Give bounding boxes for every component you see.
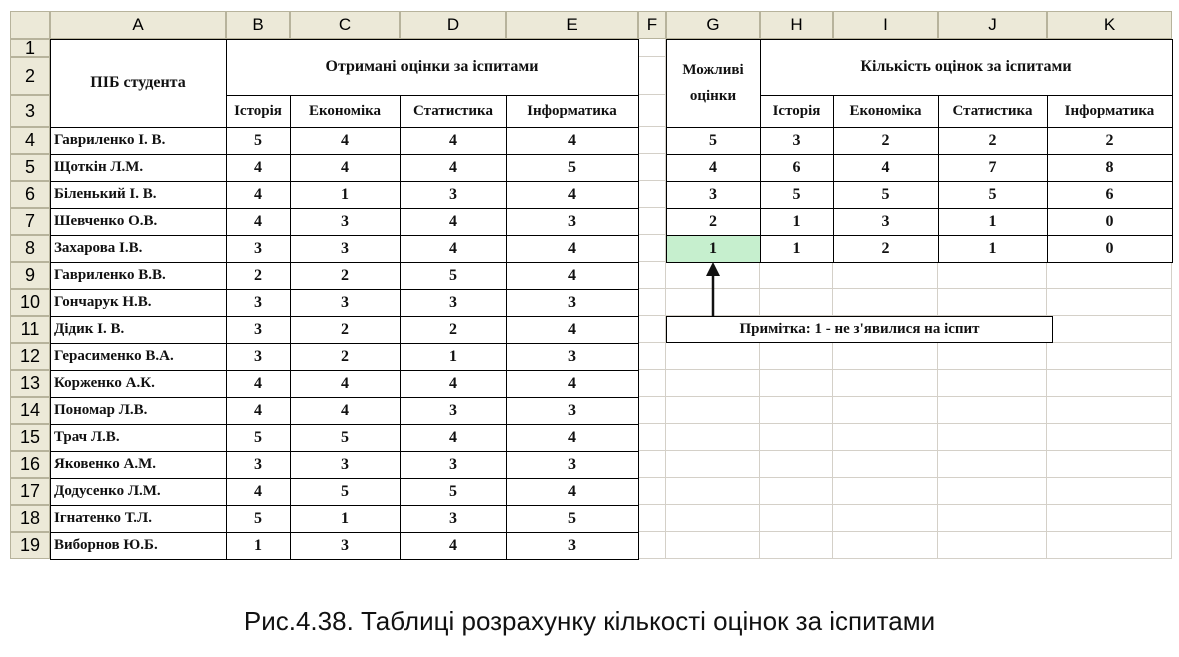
table-border — [400, 127, 507, 155]
count-cell: 3 — [760, 127, 833, 154]
grade-cell: 4 — [400, 370, 506, 397]
count-subject-header: Статистика — [938, 95, 1047, 127]
count-cell: 2 — [1047, 127, 1172, 154]
count-cell: 8 — [1047, 154, 1172, 181]
count-subject-header: Економіка — [833, 95, 938, 127]
table-border — [760, 181, 834, 209]
table-border — [226, 127, 291, 155]
student-name: Гавриленко І. В. — [50, 127, 226, 154]
grade-value: 5 — [666, 127, 760, 154]
grade-value: 2 — [666, 208, 760, 235]
table-border — [226, 478, 291, 506]
table-border — [50, 478, 227, 506]
grades-group-header: Отримані оцінки за іспитами — [226, 39, 638, 95]
table-border — [1047, 208, 1173, 236]
count-cell: 1 — [760, 235, 833, 262]
table-border — [226, 505, 291, 533]
table-border — [290, 451, 401, 479]
table-border — [938, 95, 1048, 128]
table-border — [760, 154, 834, 182]
table-border — [938, 235, 1048, 263]
table-border — [50, 343, 227, 371]
table-border — [666, 39, 761, 128]
count-cell: 2 — [833, 127, 938, 154]
table-border — [290, 397, 401, 425]
figure-caption: Рис.4.38. Таблиці розрахунку кількості оцінок за іспитами — [243, 606, 936, 636]
table-border — [506, 370, 639, 398]
grade-cell: 2 — [226, 262, 290, 289]
count-cell: 2 — [833, 235, 938, 262]
row-header-11[interactable]: 11 — [10, 316, 50, 343]
table-border — [50, 154, 227, 182]
grade-cell: 1 — [226, 532, 290, 559]
grade-cell: 4 — [400, 532, 506, 559]
column-header-k[interactable]: K — [1047, 11, 1172, 39]
grade-cell: 2 — [290, 343, 400, 370]
table-border — [400, 343, 507, 371]
table-border — [50, 208, 227, 236]
grade-cell: 4 — [290, 397, 400, 424]
table-border — [506, 424, 639, 452]
table-border — [1047, 95, 1173, 128]
table-border — [1047, 154, 1173, 182]
note-box: Примітка: 1 - не з'явилися на іспит — [666, 316, 1053, 343]
table-border — [400, 370, 507, 398]
row-header-10[interactable]: 10 — [10, 289, 50, 316]
row-header-6[interactable]: 6 — [10, 181, 50, 208]
table-border — [1047, 181, 1173, 209]
grade-cell: 4 — [506, 262, 638, 289]
grade-cell: 3 — [400, 451, 506, 478]
table-border — [226, 343, 291, 371]
counts-group-header: Кількість оцінок за іспитами — [760, 39, 1172, 95]
spreadsheet — [10, 11, 1172, 574]
count-subject-header: Історія — [760, 95, 833, 127]
table-border — [938, 154, 1048, 182]
grade-cell: 5 — [290, 478, 400, 505]
count-cell: 5 — [938, 181, 1047, 208]
row-header-1[interactable]: 1 — [10, 39, 50, 57]
grade-cell: 3 — [506, 289, 638, 316]
grade-value: 3 — [666, 181, 760, 208]
possible-grades-header-line1: Можливі — [682, 62, 744, 78]
column-header-g[interactable]: G — [666, 11, 760, 39]
count-cell: 7 — [938, 154, 1047, 181]
grade-value-selected: 1 — [666, 235, 760, 262]
table-border — [666, 127, 761, 155]
count-cell: 5 — [833, 181, 938, 208]
student-name: Захарова І.В. — [50, 235, 226, 262]
table-border — [290, 127, 401, 155]
table-border — [290, 262, 401, 290]
column-header-j[interactable]: J — [938, 11, 1047, 39]
student-name: Трач Л.В. — [50, 424, 226, 451]
grade-cell: 3 — [290, 532, 400, 559]
student-name: Щоткін Л.М. — [50, 154, 226, 181]
table-border — [400, 505, 507, 533]
grade-cell: 5 — [506, 154, 638, 181]
grade-cell: 2 — [400, 316, 506, 343]
table-border — [400, 208, 507, 236]
table-border — [833, 208, 939, 236]
table-border — [226, 95, 291, 128]
table-border — [400, 451, 507, 479]
table-border — [226, 181, 291, 209]
student-name: Шевченко О.В. — [50, 208, 226, 235]
grade-cell: 2 — [290, 262, 400, 289]
table-border — [506, 397, 639, 425]
table-border — [938, 208, 1048, 236]
table-border — [226, 370, 291, 398]
table-border — [290, 478, 401, 506]
grade-cell: 1 — [400, 343, 506, 370]
grade-cell: 4 — [226, 181, 290, 208]
student-name: Виборнов Ю.Б. — [50, 532, 226, 559]
grade-cell: 3 — [400, 505, 506, 532]
column-header-c[interactable]: C — [290, 11, 400, 39]
table-border — [50, 316, 227, 344]
student-name: Герасименко В.А. — [50, 343, 226, 370]
grade-cell: 3 — [226, 316, 290, 343]
grade-cell: 4 — [506, 370, 638, 397]
table-border — [50, 505, 227, 533]
student-name: Дідик І. В. — [50, 316, 226, 343]
grade-cell: 3 — [290, 289, 400, 316]
table-border — [226, 235, 291, 263]
grade-cell: 3 — [290, 235, 400, 262]
table-border — [666, 208, 761, 236]
table-border — [506, 316, 639, 344]
table-border — [226, 397, 291, 425]
count-cell: 6 — [1047, 181, 1172, 208]
row-header-17[interactable]: 17 — [10, 478, 50, 505]
grade-cell: 4 — [400, 424, 506, 451]
student-name: Гавриленко В.В. — [50, 262, 226, 289]
table-border — [226, 39, 639, 96]
count-cell: 1 — [760, 208, 833, 235]
grade-cell: 3 — [506, 208, 638, 235]
grade-cell: 4 — [506, 127, 638, 154]
table-border — [290, 95, 401, 128]
table-border — [833, 95, 939, 128]
grade-cell: 5 — [400, 478, 506, 505]
grade-cell: 3 — [400, 397, 506, 424]
table-border — [833, 154, 939, 182]
grade-cell: 4 — [226, 370, 290, 397]
table-border — [506, 208, 639, 236]
table-border — [290, 181, 401, 209]
grade-cell: 3 — [506, 343, 638, 370]
table-border — [226, 262, 291, 290]
table-border — [50, 262, 227, 290]
count-cell: 5 — [760, 181, 833, 208]
table-border — [760, 208, 834, 236]
subject-header: Історія — [226, 95, 290, 127]
table-border — [400, 532, 507, 560]
table-border — [760, 95, 834, 128]
count-cell: 6 — [760, 154, 833, 181]
grade-cell: 3 — [400, 181, 506, 208]
grade-cell: 1 — [290, 181, 400, 208]
grade-cell: 4 — [226, 478, 290, 505]
row-header-8[interactable]: 8 — [10, 235, 50, 262]
count-cell: 0 — [1047, 235, 1172, 262]
table-border — [50, 127, 227, 155]
count-cell: 3 — [833, 208, 938, 235]
grade-value: 4 — [666, 154, 760, 181]
row-header-15[interactable]: 15 — [10, 424, 50, 451]
grade-cell: 3 — [506, 532, 638, 559]
column-header-f[interactable]: F — [638, 11, 666, 39]
table-border — [666, 154, 761, 182]
row-header-9[interactable]: 9 — [10, 262, 50, 289]
student-name: Яковенко А.М. — [50, 451, 226, 478]
table-border — [290, 316, 401, 344]
table-border — [506, 235, 639, 263]
table-border — [400, 181, 507, 209]
row-header-18[interactable]: 18 — [10, 505, 50, 532]
table-border — [666, 181, 761, 209]
table-border — [290, 505, 401, 533]
column-header-e[interactable]: E — [506, 11, 638, 39]
table-border — [760, 235, 834, 263]
table-border — [506, 478, 639, 506]
table-border — [833, 235, 939, 263]
row-header-14[interactable]: 14 — [10, 397, 50, 424]
table-border — [50, 370, 227, 398]
grade-cell: 3 — [506, 451, 638, 478]
count-cell: 4 — [833, 154, 938, 181]
count-cell: 0 — [1047, 208, 1172, 235]
grade-cell: 4 — [506, 316, 638, 343]
table-border — [400, 316, 507, 344]
table-border — [506, 154, 639, 182]
grade-cell: 3 — [226, 343, 290, 370]
table-border — [290, 343, 401, 371]
arrow-head — [706, 262, 720, 276]
grade-cell: 4 — [400, 208, 506, 235]
table-border — [506, 127, 639, 155]
column-header-h[interactable]: H — [760, 11, 833, 39]
grade-cell: 4 — [400, 235, 506, 262]
table-border — [290, 370, 401, 398]
subject-header: Економіка — [290, 95, 400, 127]
select-all-corner[interactable] — [10, 11, 50, 39]
count-cell: 1 — [938, 235, 1047, 262]
grade-cell: 4 — [506, 478, 638, 505]
grade-cell: 3 — [226, 235, 290, 262]
table-border — [666, 235, 761, 263]
row-header-2[interactable]: 2 — [10, 57, 50, 95]
possible-grades-header-line2: оцінки — [689, 88, 737, 104]
subject-header: Статистика — [400, 95, 506, 127]
table-border — [226, 208, 291, 236]
grade-cell: 1 — [290, 505, 400, 532]
table-border — [50, 289, 227, 317]
grade-cell: 3 — [290, 451, 400, 478]
table-border — [290, 424, 401, 452]
grade-cell: 5 — [290, 424, 400, 451]
table-border — [760, 127, 834, 155]
table-border — [226, 424, 291, 452]
grade-cell: 4 — [290, 154, 400, 181]
grade-cell: 4 — [226, 208, 290, 235]
count-cell: 2 — [938, 127, 1047, 154]
table-border — [226, 316, 291, 344]
student-name: Додусенко Л.М. — [50, 478, 226, 505]
table-border — [1047, 127, 1173, 155]
table-border — [938, 181, 1048, 209]
table-border — [400, 397, 507, 425]
row-header-7[interactable]: 7 — [10, 208, 50, 235]
count-subject-header: Інформатика — [1047, 95, 1172, 127]
table-border — [50, 397, 227, 425]
grade-cell: 4 — [506, 424, 638, 451]
table-border — [400, 289, 507, 317]
table-border — [506, 532, 639, 560]
grade-cell: 4 — [226, 154, 290, 181]
grade-cell: 4 — [226, 397, 290, 424]
grade-cell: 3 — [226, 451, 290, 478]
grade-cell: 4 — [290, 127, 400, 154]
table-border — [50, 181, 227, 209]
row-header-19[interactable]: 19 — [10, 532, 50, 559]
grade-cell: 4 — [506, 181, 638, 208]
row-header-16[interactable]: 16 — [10, 451, 50, 478]
table-border — [400, 262, 507, 290]
count-cell: 1 — [938, 208, 1047, 235]
grade-cell: 3 — [506, 397, 638, 424]
grade-cell: 4 — [506, 235, 638, 262]
table-border — [50, 39, 227, 128]
row-header-5[interactable]: 5 — [10, 154, 50, 181]
grade-cell: 3 — [400, 289, 506, 316]
grade-cell: 5 — [400, 262, 506, 289]
table-border — [290, 154, 401, 182]
table-border — [1047, 235, 1173, 263]
table-border — [290, 208, 401, 236]
row-header-13[interactable]: 13 — [10, 370, 50, 397]
row-header-12[interactable]: 12 — [10, 343, 50, 370]
grade-cell: 4 — [400, 127, 506, 154]
grade-cell: 4 — [400, 154, 506, 181]
grade-cell: 5 — [226, 505, 290, 532]
table-border — [400, 478, 507, 506]
row-header-4[interactable]: 4 — [10, 127, 50, 154]
name-column-header: ПІБ студента — [50, 39, 226, 127]
table-border — [50, 532, 227, 560]
table-border — [938, 127, 1048, 155]
table-border — [400, 154, 507, 182]
table-border — [506, 262, 639, 290]
grade-cell: 3 — [226, 289, 290, 316]
grade-cell: 3 — [290, 208, 400, 235]
grade-cell: 5 — [226, 424, 290, 451]
student-name: Пономар Л.В. — [50, 397, 226, 424]
table-border — [833, 181, 939, 209]
column-header-b[interactable]: B — [226, 11, 290, 39]
row-header-3[interactable]: 3 — [10, 95, 50, 127]
table-border — [400, 424, 507, 452]
table-border — [400, 235, 507, 263]
grade-cell: 5 — [226, 127, 290, 154]
table-border — [506, 451, 639, 479]
table-border — [226, 451, 291, 479]
student-name: Біленький І. В. — [50, 181, 226, 208]
column-header-i[interactable]: I — [833, 11, 938, 39]
table-border — [290, 289, 401, 317]
table-border — [50, 451, 227, 479]
student-name: Гончарук Н.В. — [50, 289, 226, 316]
table-border — [290, 235, 401, 263]
table-border — [50, 235, 227, 263]
table-border — [226, 289, 291, 317]
table-border — [290, 532, 401, 560]
table-border — [400, 95, 507, 128]
table-border — [506, 505, 639, 533]
table-border — [760, 39, 1173, 96]
note-arrow — [696, 262, 730, 318]
table-border — [226, 532, 291, 560]
table-border — [506, 289, 639, 317]
subject-header: Інформатика — [506, 95, 638, 127]
table-border — [506, 343, 639, 371]
column-header-d[interactable]: D — [400, 11, 506, 39]
grade-cell: 2 — [290, 316, 400, 343]
student-name: Ігнатенко Т.Л. — [50, 505, 226, 532]
table-border — [50, 424, 227, 452]
column-header-a[interactable]: A — [50, 11, 226, 39]
student-name: Корженко А.К. — [50, 370, 226, 397]
table-border — [226, 154, 291, 182]
table-border — [506, 181, 639, 209]
grade-cell: 5 — [506, 505, 638, 532]
grade-cell: 4 — [290, 370, 400, 397]
table-border — [833, 127, 939, 155]
table-border — [506, 95, 639, 128]
